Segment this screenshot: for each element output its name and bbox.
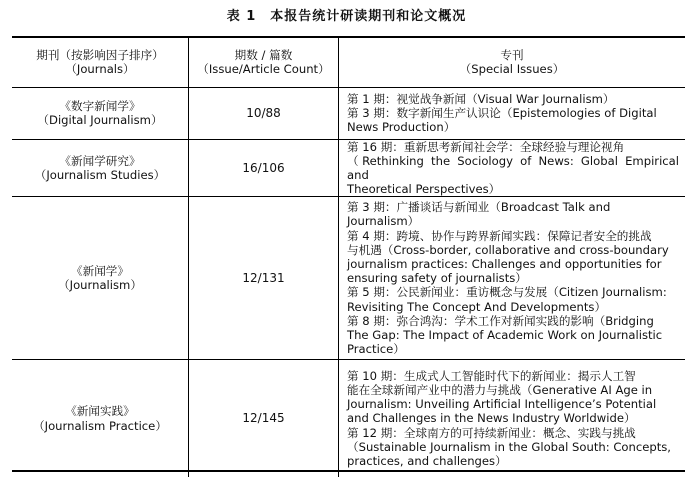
- header-special-en: （Special Issues）: [459, 62, 565, 77]
- header-journals-cn: 期刊（按影响因子排序）: [36, 48, 164, 63]
- journal-name-cn: 《新闻学》: [71, 264, 129, 279]
- issue-line: （Rethinking the Sociology of News: Global Empirical and: [347, 153, 679, 182]
- journal-name-en: （Journalism）: [58, 278, 142, 293]
- issue-line: practices, and challenges）: [347, 454, 507, 469]
- issue-line: 第 1 期：视觉战争新闻（Visual War Journalism）: [347, 91, 615, 106]
- issue-line: （Sustainable Journalism in the Global South: Concepts,: [347, 439, 671, 454]
- table-header: [12, 37, 685, 87]
- issue-line: Practice）: [347, 342, 405, 357]
- header-count-cn: 期数 / 篇数: [234, 48, 293, 63]
- journal-cell: [12, 360, 189, 477]
- journal-name-en: （Journalism Studies）: [34, 167, 166, 182]
- table-row: [12, 360, 685, 477]
- journal-name-en: （Journalism Practice）: [33, 418, 167, 433]
- special-issues-cell: [339, 87, 686, 139]
- issue-line: 与机遇（Cross-border, collaborative and cross-boundary: [347, 242, 669, 257]
- issue-line: 第 4 期：跨境、协作与跨界新闻实践：保障记者安全的挑战: [347, 228, 652, 243]
- issue-line: 第 3 期：广播谈话与新闻业（Broadcast Talk and: [347, 200, 611, 215]
- count-cell: 16/106: [189, 139, 339, 197]
- journal-name-cn: 《新闻学研究》: [59, 153, 141, 168]
- header-journals-en: （Journals）: [65, 62, 135, 77]
- issue-line: News Production）: [347, 120, 456, 135]
- table-row: [12, 87, 685, 139]
- header-count-en: （Issue/Article Count）: [197, 62, 330, 77]
- header-special-cn: 专刊: [500, 48, 524, 63]
- issue-line: 能在全球新闻产业中的潜力与挑战（Generative AI Age in: [347, 383, 653, 398]
- table-row: [12, 197, 685, 360]
- journal-name-en: （Digital Journalism）: [37, 113, 163, 127]
- journal-name-cn: 《新闻实践》: [65, 404, 135, 419]
- issue-line: 第 3 期：数字新闻生产认识论（Epistemologies of Digital: [347, 105, 657, 120]
- special-issues-cell: [339, 139, 686, 197]
- header-count: [189, 37, 339, 87]
- journal-cell: [12, 139, 189, 197]
- issue-line: Theoretical Perspectives）: [347, 182, 501, 197]
- header-special-issues: [339, 37, 686, 87]
- issue-line: 第 12 期：全球南方的可持续新闻业：概念、实践与挑战: [347, 425, 636, 440]
- count-cell: 10/88: [189, 87, 339, 139]
- table-caption: 表 1 本报告统计研读期刊和论文概况: [226, 9, 467, 24]
- issue-line: 第 10 期：生成式人工智能时代下的新闻业：揭示人工智: [347, 368, 636, 383]
- journal-table: [12, 36, 685, 477]
- issue-line: 第 16 期：重新思考新闻社会学：全球经验与理论视角: [347, 139, 625, 154]
- table-bottom-rule: [12, 470, 685, 472]
- table-body: [12, 87, 685, 477]
- issue-line: journalism practices: Challenges and opportunities for: [347, 257, 662, 271]
- special-issues-cell: [339, 360, 686, 477]
- issue-line: 第 8 期：弥合鸿沟：学术工作对新闻实践的影响（Bridging: [347, 313, 654, 328]
- issue-line: Revisiting The Concept And Developments）: [347, 299, 607, 314]
- count-cell: 12/145: [189, 360, 339, 477]
- issue-line: and Challenges in the News Industry Worldwide）: [347, 411, 636, 426]
- table-row: [12, 139, 685, 197]
- issue-line: Journalism）: [347, 214, 420, 229]
- special-issues-cell: [339, 197, 686, 360]
- journal-cell: [12, 87, 189, 139]
- header-journals: [12, 37, 189, 87]
- journal-cell: [12, 197, 189, 360]
- issue-line: 第 5 期：公民新闻业：重访概念与发展（Citizen Journalism:: [347, 285, 667, 300]
- journal-name-cn: 《数字新闻学》: [59, 98, 141, 113]
- issue-line: The Gap: The Impact of Academic Work on Journalistic: [347, 328, 663, 343]
- issue-line: ensuring safety of journalists）: [347, 271, 527, 286]
- count-cell: 12/131: [189, 197, 339, 360]
- issue-line: Journalism: Unveiling Artificial Intelligence’s Potential: [347, 397, 657, 412]
